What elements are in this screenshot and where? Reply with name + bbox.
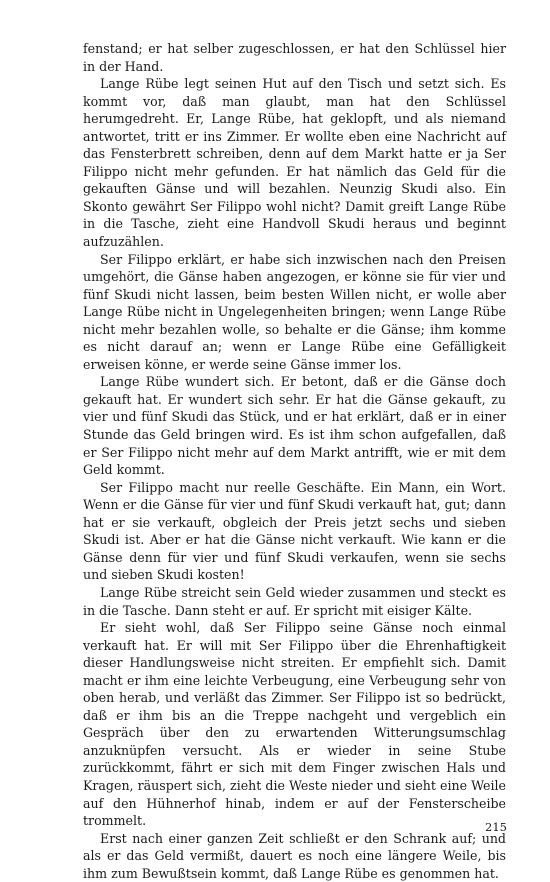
paragraph-8: Erst nach einer ganzen Zeit schließt er den Schrank auf; und als er das Geld vermißt, dauert es noch eine längere Weile, bis ihm zum Bewußtsein kommt, daß Lange Rübe es genommen hat.	[83, 830, 506, 881]
paragraph-2: Lange Rübe legt seinen Hut auf den Tisch und setzt sich. Es kommt vor, daß man glaubt, man hat den Schlüssel herumgedreht. Er, Lange Rübe, hat geklopft, und als niemand antwortet, tritt er ins Zimmer. Er wollte eben eine Nachricht auf das Fensterbrett schreiben, denn auf dem Markt hatte er ja Ser Filippo nicht mehr gefunden. Er hat nämlich das Geld für die gekauften Gänse und will bezahlen. Neunzig Skudi also. Ein Skonto gewährt Ser Filippo wohl nicht? Damit greift Lange Rübe in die Tasche, zieht eine Handvoll Skudi heraus und beginnt aufzuzählen.	[83, 76, 506, 250]
page-number: 215	[485, 820, 507, 834]
paragraph-6: Lange Rübe streicht sein Geld wieder zusammen und steckt es in die Tasche. Dann steht er auf. Er spricht mit eisiger Kälte.	[83, 584, 506, 618]
paragraph-7: Er sieht wohl, daß Ser Filippo seine Gänse noch einmal verkauft hat. Er will mit Ser Filippo über die Ehrenhaftigkeit dieser Handlungsweise nicht streiten. Er empfiehlt sich. Damit macht er ihm eine leichte Verbeugung, eine Verbeugung sehr von oben herab, und verläßt das Zimmer. Ser Filippo ist so bedrückt, daß er ihm bis an die Treppe nachgeht und vergeblich ein Gespräch über den zu erwartenden Witterungsumschlag anzuknüpfen versucht. Als er wieder in seine Stube zurückkommt, fährt er sich mit dem Finger zwischen Hals und Kragen, räuspert sich, zieht die Weste nieder und sieht eine Weile auf den Hühnerhof hinab, indem er auf der Fensterscheibe trommelt.	[83, 620, 506, 829]
paragraph-1: fenstand; er hat selber zugeschlossen, er hat den Schlüssel hier in der Hand.	[83, 41, 506, 74]
paragraph-3: Ser Filippo erklärt, er habe sich inzwischen nach den Preisen umgehört, die Gänse haben angezogen, er könne sie für vier und fünf Skudi nicht lassen, beim besten Willen nicht, er wolle aber Lange Rübe nicht in Ungelegenheiten bringen; wenn Lange Rübe nicht mehr bezahlen wolle, so behalte er die Gänse; ihm komme es nicht darauf an; wenn er Lange Rübe eine Gefälligkeit erweisen könne, er werde seine Gänse immer los.	[83, 251, 506, 372]
body-text	[83, 40, 506, 882]
paragraph-4: Lange Rübe wundert sich. Er betont, daß er die Gänse doch gekauft hat. Er wundert sich sehr. Er hat die Gänse gekauft, zu vier und fünf Skudi das Stück, und er hat erklärt, daß er in einer Stunde das Geld bringen wird. Es ist ihm schon aufgefallen, daß er Ser Filippo nicht mehr auf dem Markt antrifft, wie er mit dem Geld kommt.	[83, 374, 506, 478]
paragraph-5: Ser Filippo macht nur reelle Geschäfte. Ein Mann, ein Wort. Wenn er die Gänse für vier und fünf Skudi verkauft hat, gut; dann hat er sie verkauft, obgleich der Preis jetzt sechs und sieben Skudi ist. Aber er hat die Gänse nicht verkauft. Wie kann er die Gänse denn für vier und fünf Skudi verkaufen, wenn sie sechs und sieben Skudi kosten!	[83, 479, 506, 583]
